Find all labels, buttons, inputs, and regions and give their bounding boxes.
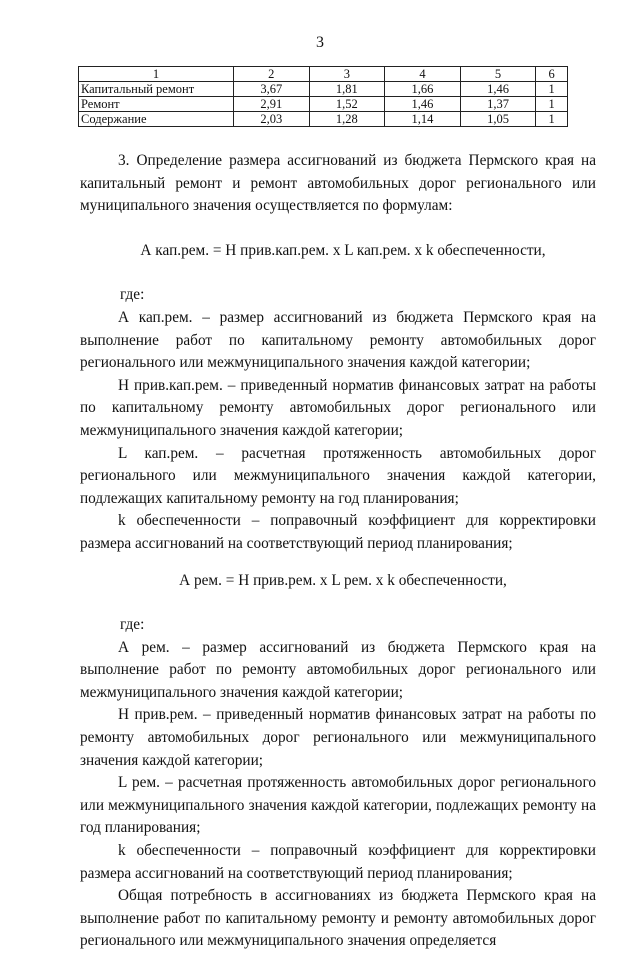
table-cell: 1,05 <box>460 112 536 127</box>
table-header-cell: 5 <box>460 67 536 82</box>
body-text <box>80 150 596 953</box>
row-label: Капитальный ремонт <box>79 82 234 97</box>
row-label: Ремонт <box>79 97 234 112</box>
table-row <box>79 82 568 97</box>
definition-paragraph: Н прив.рем. – приведенный норматив финансовых затрат на работы по ремонту автомобильных дорог регионального или межмуниципального значения каждой категории; <box>80 706 596 769</box>
table-header-cell: 3 <box>309 67 385 82</box>
table-cell: 1,46 <box>460 82 536 97</box>
table-cell: 2,91 <box>234 97 310 112</box>
definition-paragraph: А кап.рем. – размер ассигнований из бюджета Пермского края на выполнение работ по капитальному ремонту автомобильных дорог регионального или межмуниципального значения каждой категории; <box>80 308 596 372</box>
table-header-cell: 6 <box>536 67 568 82</box>
table-cell: 1,46 <box>385 97 461 112</box>
table-cell: 1 <box>536 82 568 97</box>
table-header-cell: 2 <box>234 67 310 82</box>
table-row <box>79 97 568 112</box>
table-cell: 3,67 <box>234 82 310 97</box>
table-cell: 1 <box>536 112 568 127</box>
table-row <box>79 112 568 127</box>
definition-paragraph: А рем. – размер ассигнований из бюджета Пермского края на выполнение работ по ремонту автомобильных дорог регионального или межмуниципального значения каждой категории; <box>80 638 596 701</box>
definition-paragraph: L кап.рем. – расчетная протяженность автомобильных дорог регионального или межмуниципального значения каждой категории, подлежащих капитальному ремонту на год планирования; <box>80 444 596 507</box>
definition-paragraph: L рем. – расчетная протяженность автомобильных дорог регионального или межмуниципального значения каждой категории, подлежащих ремонту на год планирования; <box>80 774 596 837</box>
table-header-row <box>79 67 568 82</box>
definition-paragraph: k обеспеченности – поправочный коэффициент для корректировки размера ассигнований на соответствующий период планирования; <box>80 842 596 882</box>
where-label: где: <box>120 286 145 304</box>
section-3-paragraph: 3. Определение размера ассигнований из бюджета Пермского края на капитальный ремонт и ремонт автомобильных дорог регионального или муниципального значения осуществляется по формулам: <box>80 152 596 215</box>
definition-paragraph: Н прив.кап.рем. – приведенный норматив финансовых затрат на работы по капитальному ремонту автомобильных дорог регионального или межмуниципального значения каждой категории; <box>80 376 596 439</box>
where-label: где: <box>120 616 145 634</box>
table-cell: 1,14 <box>385 112 461 127</box>
final-paragraph: Общая потребность в ассигнованиях из бюджета Пермского края на выполнение работ по капитальному ремонту и ремонту автомобильных дорог регионального или межмуниципального значения определяется <box>80 887 596 950</box>
table-header-cell: 4 <box>385 67 461 82</box>
table-cell: 1,52 <box>309 97 385 112</box>
table-header-cell: 1 <box>79 67 234 82</box>
table-cell: 1 <box>536 97 568 112</box>
row-label: Содержание <box>79 112 234 127</box>
formula-capital-repair: А кап.рем. = Н прив.кап.рем. х L кап.рем. х k обеспеченности, <box>140 241 546 259</box>
page-number: 3 <box>316 34 324 51</box>
coefficient-table <box>78 66 568 127</box>
table-cell: 1,81 <box>309 82 385 97</box>
table-cell: 1,37 <box>460 97 536 112</box>
formula-repair: А рем. = Н прив.рем. х L рем. х k обеспеченности, <box>179 571 507 589</box>
definition-paragraph: k обеспеченности – поправочный коэффициент для корректировки размера ассигнований на соответствующий период планирования; <box>80 512 596 552</box>
table-cell: 1,28 <box>309 112 385 127</box>
table-cell: 1,66 <box>385 82 461 97</box>
table-cell: 2,03 <box>234 112 310 127</box>
